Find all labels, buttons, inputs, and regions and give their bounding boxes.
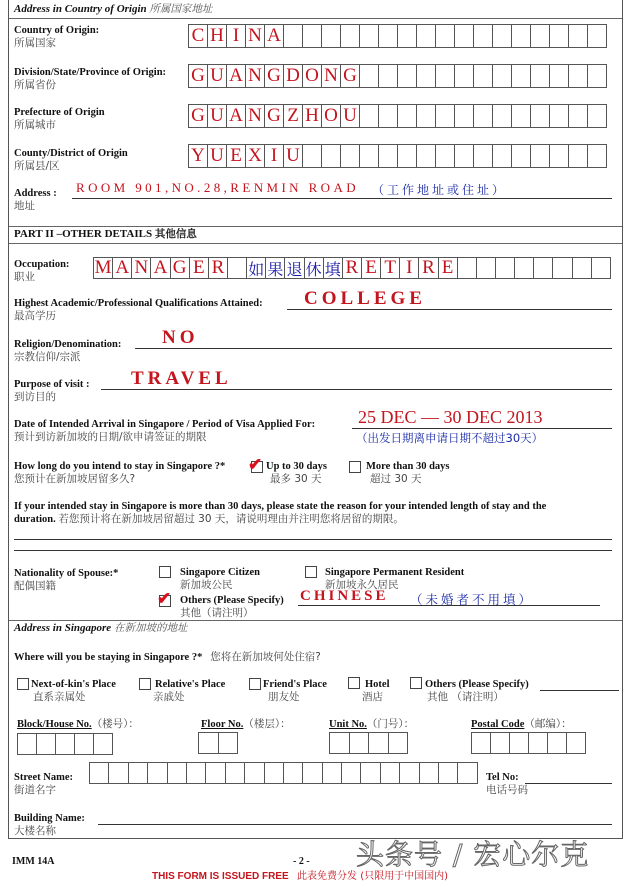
char-box[interactable]: D [284,64,303,88]
stay-hotel-label: Hotel 酒店 [362,679,390,703]
char-box[interactable]: H [303,104,322,128]
char-box[interactable] [199,732,219,754]
where-stay-label: Where will you be staying in Singapore ?* 您将在新加坡何处住宿? [14,651,321,663]
address-field[interactable] [72,180,612,199]
tel-field[interactable] [525,771,612,784]
char-box[interactable] [18,733,37,755]
char-box[interactable] [588,104,607,128]
char-box[interactable]: A [113,257,132,279]
char-box[interactable] [458,257,477,279]
char-box[interactable] [350,732,370,754]
char-box[interactable]: R [419,257,438,279]
purpose-value: TRAVEL [131,368,232,389]
char-box[interactable]: O [303,64,322,88]
spouse-note: （未婚者不用填） [410,592,535,607]
char-box[interactable] [458,762,477,784]
char-box[interactable] [455,64,474,88]
char-box[interactable] [303,144,322,168]
long-stay-question: If your intended stay in Singapore is more than 30 days, please state the reason for your intended length of stay and the duration. 若您预计将在新加坡居留超过 30 天，请说明理由并注明您将居留的期限。 [14,501,547,525]
purpose-label: Purpose of visit : 到访目的 [14,379,90,403]
religion-label: Religion/Denomination: 宗教信仰/宗派 [14,339,122,363]
unit-label: Unit No.（门号）： [329,718,415,730]
char-box[interactable] [531,24,550,48]
char-box[interactable]: H [208,24,227,48]
page-number: - 2 - [293,856,310,867]
tel-label: Tel No: 电话号码 [486,772,528,796]
arrival-label: Date of Intended Arrival in Singapore / Period of Visa Applied For: 预计到访新加坡的日期/欲申请签证的期限 [14,419,316,443]
char-box[interactable] [228,257,247,279]
char-box[interactable] [360,64,379,88]
qualification-field[interactable] [287,289,612,310]
occupation-field[interactable] [93,257,611,279]
char-box[interactable] [303,24,322,48]
char-box[interactable] [436,24,455,48]
char-box[interactable]: E [362,257,381,279]
long-stay-line-2[interactable] [14,539,612,551]
char-box[interactable] [206,762,225,784]
char-box[interactable]: 果 [266,257,285,279]
char-box[interactable]: N [322,64,341,88]
char-box[interactable] [398,24,417,48]
section-title-origin [14,3,212,16]
char-box[interactable]: O [322,104,341,128]
char-box[interactable]: R [343,257,362,279]
division-label: Division/State/Province of Origin: 所属省份 [14,67,167,91]
postal-label: Postal Code（邮编）： [471,718,572,730]
divider [9,620,622,621]
char-box[interactable] [284,762,303,784]
unit-no-field[interactable] [329,732,408,754]
char-box[interactable] [474,64,493,88]
religion-field[interactable] [135,328,612,349]
char-box[interactable] [360,104,379,128]
char-box[interactable] [567,732,586,754]
char-box[interactable] [330,732,350,754]
prefecture-of-origin-field[interactable] [188,104,607,128]
char-box[interactable] [569,24,588,48]
char-box[interactable] [417,64,436,88]
char-box[interactable] [341,24,360,48]
char-box[interactable] [569,144,588,168]
char-box[interactable] [531,64,550,88]
char-box[interactable] [398,104,417,128]
char-box[interactable]: E [227,144,246,168]
char-box[interactable]: I [400,257,419,279]
char-box[interactable] [323,762,342,784]
stay-more-than-30-checkbox[interactable] [349,461,361,473]
street-label: Street Name: 街道名字 [14,772,73,796]
stay-label: How long do you intend to stay in Singapore ?* 您预计在新加坡居留多久? [14,461,226,485]
spouse-sg-citizen-checkbox[interactable] [159,566,171,578]
char-box[interactable] [493,24,512,48]
char-box[interactable] [436,104,455,128]
division-of-origin-field[interactable] [188,64,607,88]
char-box[interactable] [400,762,419,784]
char-box[interactable] [515,257,534,279]
country-label: Country of Origin: 所属国家 [14,25,100,49]
arrival-date-field[interactable] [352,408,612,429]
char-box[interactable]: 退 [285,257,304,279]
char-box[interactable] [529,732,548,754]
char-box[interactable]: E [439,257,458,279]
divider [9,243,622,244]
char-box[interactable] [322,24,341,48]
building-label: Building Name: 大楼名称 [14,813,85,837]
char-box[interactable] [474,144,493,168]
char-box[interactable] [369,732,389,754]
stay-friend-label: Friend's Place 朋友处 [263,679,327,703]
char-box[interactable] [360,144,379,168]
char-box[interactable] [534,257,553,279]
building-name-field[interactable] [98,812,612,825]
stay-up-to-30-label: Up to 30 days 最多 30 天 [266,461,327,485]
section-title-singapore: Address in Singapore 在新加坡的地址 [14,622,188,634]
char-box[interactable]: I [265,144,284,168]
spouse-sg-citizen-label: Singapore Citizen 新加坡公民 [180,567,261,591]
checkmark-icon: ✔ [248,455,263,474]
section-title-text: Address in Country of Origin [14,3,147,15]
char-box[interactable] [361,762,380,784]
char-box[interactable] [493,144,512,168]
char-box[interactable] [109,762,128,784]
char-box[interactable] [187,762,206,784]
char-box[interactable] [226,762,245,784]
char-box[interactable]: A [265,24,284,48]
char-box[interactable] [436,64,455,88]
floor-label: Floor No.（楼层）： [201,718,291,730]
spouse-label: Nationality of Spouse:* 配偶国籍 [14,568,119,592]
divider [9,226,622,227]
block-house-no-field[interactable] [17,733,113,755]
char-box[interactable]: A [227,64,246,88]
char-box[interactable] [389,732,409,754]
char-box[interactable]: I [227,24,246,48]
char-box[interactable] [129,762,148,784]
char-box[interactable]: U [284,144,303,168]
stay-others-label: Others (Please Specify) 其他 （请注明） [425,679,529,703]
char-box[interactable]: Y [189,144,208,168]
char-box[interactable] [398,64,417,88]
spouse-sg-pr-checkbox[interactable] [305,566,317,578]
char-box[interactable] [56,733,75,755]
char-box[interactable] [569,104,588,128]
char-box[interactable] [417,104,436,128]
char-box[interactable] [588,64,607,88]
char-box[interactable]: U [208,64,227,88]
char-box[interactable] [398,144,417,168]
char-box[interactable] [474,104,493,128]
char-box[interactable] [455,24,474,48]
char-box[interactable] [510,732,529,754]
char-box[interactable] [417,24,436,48]
char-box[interactable] [553,257,572,279]
char-box[interactable] [417,144,436,168]
char-box[interactable] [472,732,491,754]
address-label: Address : 地址 [14,188,57,212]
char-box[interactable] [493,104,512,128]
char-box[interactable]: G [189,64,208,88]
char-box[interactable]: A [151,257,170,279]
char-box[interactable] [360,24,379,48]
char-box[interactable] [477,257,496,279]
char-box[interactable]: E [190,257,209,279]
char-box[interactable] [512,64,531,88]
char-box[interactable] [474,24,493,48]
char-box[interactable]: 如 [247,257,266,279]
char-box[interactable] [37,733,56,755]
purpose-field[interactable] [101,369,612,390]
char-box[interactable]: 休 [305,257,324,279]
char-box[interactable] [569,64,588,88]
char-box[interactable] [322,144,341,168]
char-box[interactable]: U [208,104,227,128]
char-box[interactable] [531,144,550,168]
char-box[interactable]: N [246,64,265,88]
stay-relative-checkbox[interactable] [139,678,151,690]
char-box[interactable] [148,762,167,784]
char-box[interactable]: T [381,257,400,279]
watermark: 头条号 / 宏心尔克 [356,838,590,871]
free-notice: THIS FORM IS ISSUED FREE 此表免费分发 (只限用于中国国内) [152,871,449,882]
spouse-sg-pr-label: Singapore Permanent Resident 新加坡永久居民 [325,567,465,591]
arrival-note: （出发日期离申请日期不超过30天） [356,431,544,445]
qualification-label: Highest Academic/Professional Qualifications Attained: 最高学历 [14,298,263,322]
char-box[interactable] [550,24,569,48]
occupation-label: Occupation: 职业 [14,259,70,283]
char-box[interactable] [342,762,361,784]
char-box[interactable] [531,104,550,128]
char-box[interactable] [379,24,398,48]
divider [9,18,622,19]
char-box[interactable] [512,24,531,48]
char-box[interactable] [455,104,474,128]
stay-more-than-30-label: More than 30 days 超过 30 天 [366,461,450,485]
char-box[interactable] [219,732,239,754]
stay-next-of-kin-label: Next-of-kin's Place 直系亲属处 [31,679,116,703]
stay-next-of-kin-checkbox[interactable] [17,678,29,690]
char-box[interactable]: U [208,144,227,168]
char-box[interactable] [379,144,398,168]
char-box[interactable]: Z [284,104,303,128]
floor-no-field[interactable] [198,732,238,754]
qualification-value: COLLEGE [304,288,426,309]
char-box[interactable]: N [246,104,265,128]
char-box[interactable]: G [171,257,190,279]
address-note: （工作地址或住址） [372,183,508,197]
prefecture-label: Prefecture of Origin 所属城市 [14,107,105,131]
char-box[interactable] [75,733,94,755]
char-box[interactable] [548,732,567,754]
spouse-others-field[interactable] [298,589,600,606]
county-of-origin-field[interactable] [188,144,607,168]
char-box[interactable]: G [265,104,284,128]
char-box[interactable] [496,257,515,279]
spouse-others-value: CHINESE [300,588,389,604]
arrival-date-value: 25 DEC — 30 DEC 2013 [358,407,543,427]
char-box[interactable] [439,762,458,784]
part2-title: PART II –OTHER DETAILS 其他信息 [14,228,197,240]
char-box[interactable] [573,257,592,279]
char-box[interactable] [512,144,531,168]
char-box[interactable] [284,24,303,48]
char-box[interactable] [588,144,607,168]
char-box[interactable] [436,144,455,168]
char-box[interactable] [592,257,611,279]
stay-hotel-checkbox[interactable] [348,677,360,689]
spouse-others-label: Others (Please Specify) 其他（请注明） [180,595,284,619]
char-box[interactable] [90,762,109,784]
char-box[interactable] [588,24,607,48]
char-box[interactable] [303,762,322,784]
checkmark-icon: ✔ [157,589,172,608]
char-box[interactable] [420,762,439,784]
stay-friend-checkbox[interactable] [249,678,261,690]
char-box[interactable] [550,64,569,88]
address-value: ROOM 901,NO.28,RENMIN ROAD [76,180,360,195]
char-box[interactable] [168,762,187,784]
block-label: Block/House No.（楼号）： [17,718,139,730]
char-box[interactable]: 填 [324,257,343,279]
char-box[interactable] [94,733,113,755]
char-box[interactable] [550,104,569,128]
stay-others-field[interactable] [540,680,619,691]
postal-code-field[interactable] [471,732,586,754]
char-box[interactable] [491,732,510,754]
country-of-origin-field[interactable] [188,24,607,48]
char-box[interactable]: U [341,104,360,128]
char-box[interactable]: M [94,257,112,278]
stay-others-checkbox[interactable] [410,677,422,689]
char-box[interactable] [493,64,512,88]
char-box[interactable] [379,64,398,88]
char-box[interactable]: N [132,257,151,279]
char-box[interactable] [455,144,474,168]
char-box[interactable] [245,762,264,784]
char-box[interactable] [379,104,398,128]
char-box[interactable]: A [227,104,246,128]
char-box[interactable] [265,762,284,784]
char-box[interactable]: G [189,104,208,128]
char-box[interactable] [512,104,531,128]
char-box[interactable]: C [189,24,208,48]
form-code: IMM 14A [12,856,55,867]
section-title-cn: 所属国家地址 [149,3,213,15]
char-box[interactable]: R [209,257,228,279]
religion-value: NO [162,327,199,348]
char-box[interactable] [341,144,360,168]
char-box[interactable]: X [246,144,265,168]
county-label: County/District of Origin 所属县/区 [14,148,128,172]
stay-relative-label: Relative's Place 亲戚处 [153,679,226,703]
char-box[interactable]: N [246,24,265,48]
char-box[interactable]: G [341,64,360,88]
char-box[interactable] [550,144,569,168]
street-name-field[interactable] [89,762,478,784]
char-box[interactable] [381,762,400,784]
char-box[interactable]: G [265,64,284,88]
